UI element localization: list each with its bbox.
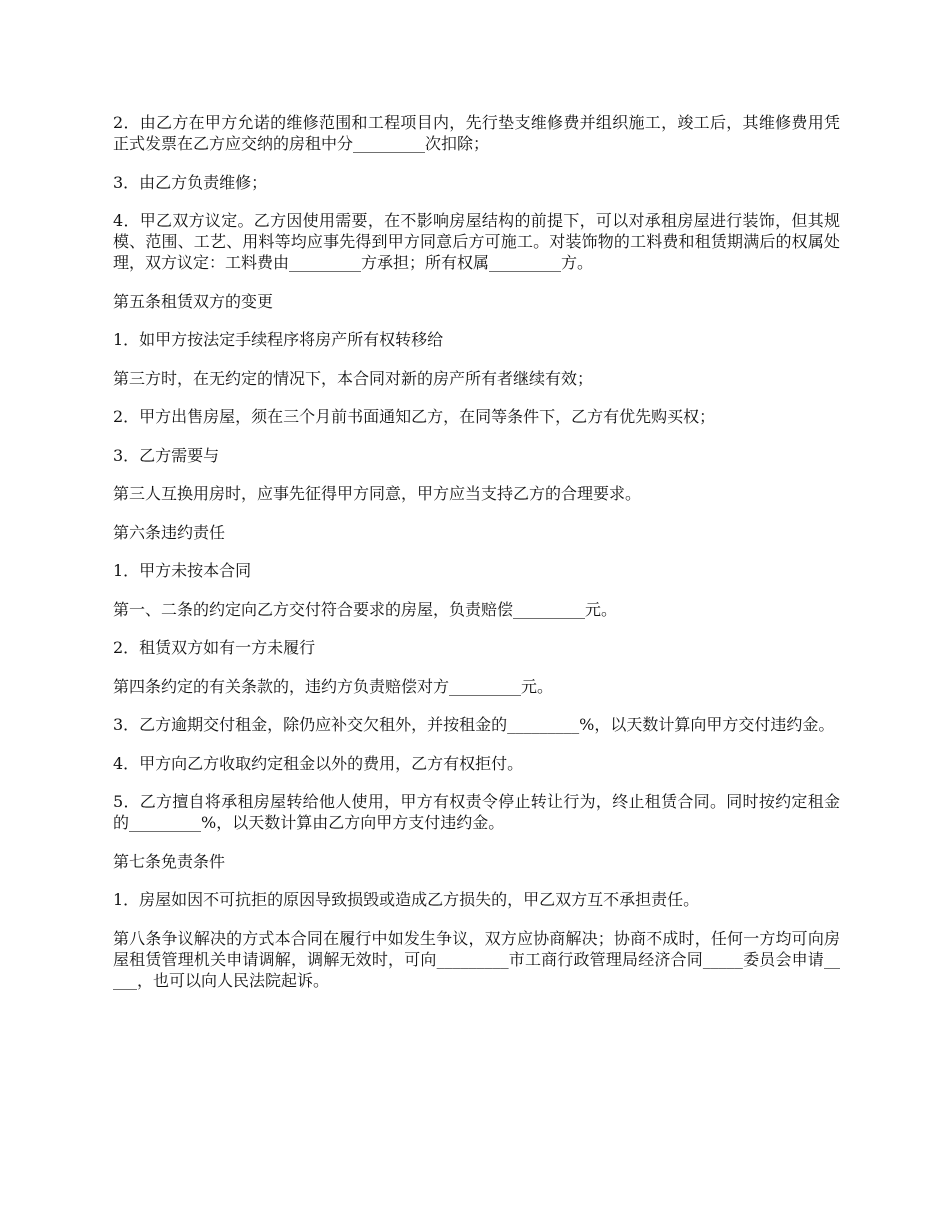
clause-5-item-2: 2．甲方出售房屋，须在三个月前书面通知乙方，在同等条件下，乙方有优先购买权； (113, 407, 716, 426)
clause-4-item-2: 2．由乙方在甲方允诺的维修范围和工程项目内，先行垫支维修费并组织施工，竣工后，其维修费用凭正式发票在乙方应交纳的房租中分_________次扣除； (113, 113, 840, 153)
clause-8-dispute-resolution: 第八条争议解决的方式本合同在履行中如发生争议，双方应协商解决；协商不成时，任何一方均可向房屋租赁管理机关申请调解，调解无效时，可向_________市工商行政管理局经济合同_____委员会申请_____，也可以向人民法院起诉。 (113, 928, 840, 990)
clause-7-heading: 第七条免责条件 (113, 851, 226, 871)
clause-6-item-4: 4．甲方向乙方收取约定租金以外的费用，乙方有权拒付。 (113, 753, 524, 773)
clause-5-item-1: 1．如甲方按法定手续程序将房产所有权转移给 (113, 330, 444, 349)
clause-5-item-3-continued: 第三人互换用房时，应事先征得甲方同意，甲方应当支持乙方的合理要求。 (113, 484, 642, 503)
clause-6-item-2-continued: 第四条约定的有关条款的，违约方负责赔偿对方_________元。 (113, 676, 554, 696)
clause-5-item-3: 3．乙方需要与 (113, 445, 220, 465)
clause-6-item-1: 1．甲方未按本合同 (113, 561, 252, 580)
clause-6-item-3: 3．乙方逾期交付租金，除仍应补交欠租外，并按租金的_________%，以天数计算向甲方交付违约金。 (113, 715, 835, 734)
clause-4-item-4: 4．甲乙双方议定。乙方因使用需要，在不影响房屋结构的前提下，可以对承租房屋进行装饰，但其规模、范围、工艺、用料等均应事先得到甲方同意后方可施工。对装饰物的工料费和租赁期满后的权属处理，双方议定：工料费由_________方承担；所有权属_________方。 (113, 211, 840, 272)
clause-7-item-1: 1．房屋如因不可抗拒的原因导致损毁或造成乙方损失的，甲乙双方互不承担责任。 (113, 890, 700, 909)
clause-6-item-2: 2．租赁双方如有一方未履行 (113, 638, 316, 657)
clause-6-item-5: 5．乙方擅自将承租房屋转给他人使用，甲方有权责令停止转让行为，终止租赁合同。同时按约定租金的_________%，以天数计算由乙方向甲方支付违约金。 (113, 792, 840, 832)
clause-6-item-1-continued: 第一、二条的约定向乙方交付符合要求的房屋，负责赔偿_________元。 (113, 599, 618, 619)
document-body (113, 112, 840, 1008)
clause-4-item-3: 3．由乙方负责维修； (113, 172, 268, 192)
clause-5-item-1-continued: 第三方时，在无约定的情况下，本合同对新的房产所有者继续有效； (113, 368, 594, 388)
clause-6-heading: 第六条违约责任 (113, 522, 226, 542)
clause-5-heading: 第五条租赁双方的变更 (113, 291, 274, 311)
